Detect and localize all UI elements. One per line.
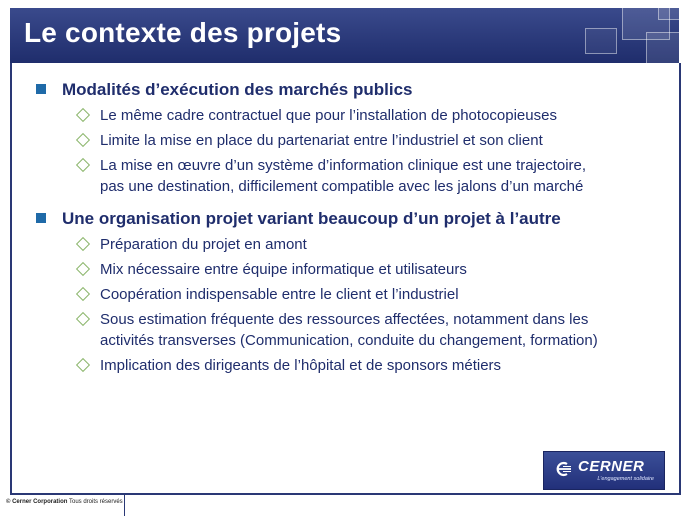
footer-divider	[124, 494, 125, 516]
list-item	[36, 284, 666, 305]
decorative-square	[585, 28, 617, 54]
list-item-text: Sous estimation fréquente des ressources affectées, notamment dans les	[100, 311, 589, 328]
square-bullet-icon	[36, 213, 46, 223]
cerner-logo-icon	[554, 461, 572, 477]
list-item-text: Mix nécessaire entre équipe informatique et utilisateurs	[100, 261, 467, 278]
list-item-text: Le même cadre contractuel que pour l’installation de photocopieuses	[100, 107, 557, 124]
list-item-text: activités transverses (Communication, conduite du changement, formation)	[100, 332, 598, 349]
list-item	[36, 105, 666, 126]
footer-rights: Tous droits réservés	[69, 499, 123, 505]
section-heading	[36, 207, 666, 230]
diamond-bullet-icon	[76, 358, 90, 372]
list-item-text: Limite la mise en place du partenariat entre l’industriel et son client	[100, 132, 543, 149]
diamond-bullet-icon	[76, 262, 90, 276]
list-item	[36, 355, 666, 376]
list-item-text: Implication des dirigeants de l’hôpital et de sponsors métiers	[100, 357, 502, 374]
list-item	[36, 259, 666, 280]
list-item	[36, 309, 666, 351]
logo-tagline: L’engagement solidaire	[597, 476, 654, 482]
diamond-bullet-icon	[76, 108, 90, 122]
diamond-bullet-icon	[76, 133, 90, 147]
diamond-bullet-icon	[76, 237, 90, 251]
section-heading	[36, 78, 666, 101]
logo-name: CERNER	[578, 458, 645, 475]
decorative-square	[658, 8, 679, 20]
square-bullet-icon	[36, 84, 46, 94]
list-item-text: Coopération indispensable entre le client et l’industriel	[100, 286, 459, 303]
footer	[6, 499, 123, 505]
list-item	[36, 155, 666, 197]
diamond-bullet-icon	[76, 312, 90, 326]
footer-company: © Cerner Corporation	[6, 499, 68, 505]
cerner-logo	[543, 451, 665, 490]
section-heading-text: Modalités d’exécution des marchés publics	[62, 80, 413, 99]
slide-title: Le contexte des projets	[24, 17, 342, 48]
decorative-square	[646, 32, 679, 63]
slide-content	[36, 78, 666, 376]
list-item-text: La mise en œuvre d’un système d’information clinique est une trajectoire,	[100, 157, 587, 174]
list-item	[36, 130, 666, 151]
title-bar	[10, 8, 679, 63]
section-heading-text: Une organisation projet variant beaucoup d’un projet à l’autre	[62, 209, 561, 228]
list-item-text: Préparation du projet en amont	[100, 236, 307, 253]
list-item	[36, 234, 666, 255]
diamond-bullet-icon	[76, 287, 90, 301]
list-item-text: pas une destination, difficilement compatible avec les jalons d’un marché	[100, 178, 584, 195]
diamond-bullet-icon	[76, 158, 90, 172]
